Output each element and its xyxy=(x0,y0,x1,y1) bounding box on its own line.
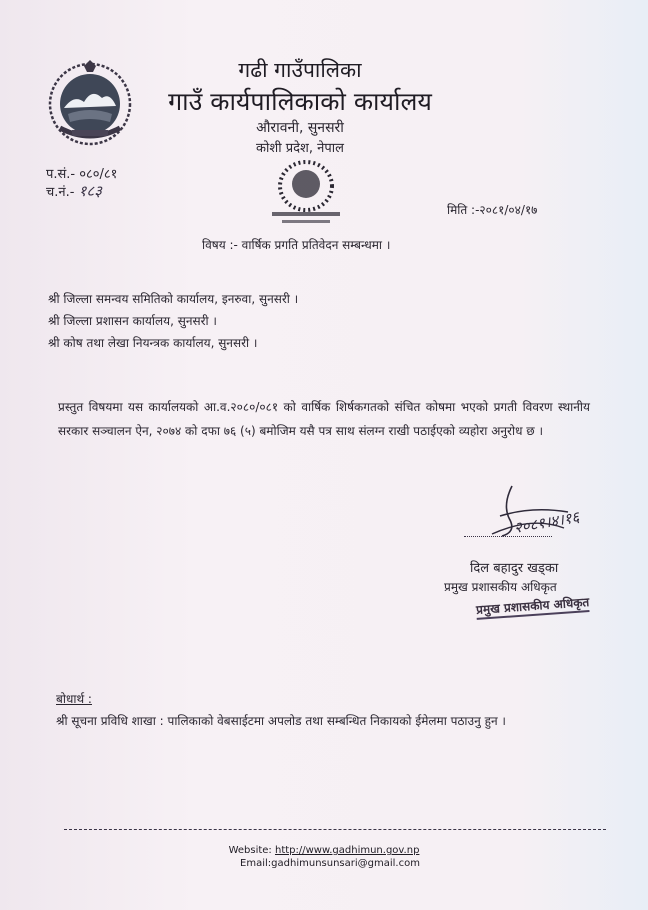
dispatch-number-value: १८३ xyxy=(78,182,102,200)
office-name: गाउँ कार्यपालिकाको कार्यालय xyxy=(168,87,432,116)
dispatch-number xyxy=(46,181,102,201)
reference-number: प.सं.- ०८०/८१ xyxy=(46,167,118,182)
office-stamp-icon xyxy=(258,150,354,230)
designation-stamp: प्रमुख प्रशासकीय अधिकृत xyxy=(475,593,589,620)
signature-line xyxy=(464,536,552,537)
cc-text: श्री सूचना प्रविधि शाखा : पालिकाको वेबसाईटमा अपलोड तथा सम्बन्धित निकायको ईमेलमा पठाउनु हुन । xyxy=(56,714,506,728)
letter-body: प्रस्तुत विषयमा यस कार्यालयको आ.व.२०८०/०८१ को वार्षिक शिर्षकगतको संचित कोषमा भएको प्रगती विवरण स्थानीय सरकार सञ्चालन ऐन, २०७४ को दफा ७६ (५) बमोजिम यसै पत्र साथ संलग्न राखी पठाईएको व्यहोरा अनुरोध छ । xyxy=(58,400,590,438)
municipality-name: गढी गाउँपालिका xyxy=(238,58,362,82)
footer-website xyxy=(0,845,648,856)
signer-name: दिल बहादुर खड्का xyxy=(470,561,559,576)
recipient-3: श्री कोष तथा लेखा नियन्त्रक कार्यालय, सुनसरी । xyxy=(48,336,258,350)
signature-date: २०८१।४।१६ xyxy=(512,507,581,538)
province-country: कोशी प्रदेश, नेपाल xyxy=(256,141,344,156)
website-link[interactable]: http://www.gadhimun.gov.np xyxy=(274,845,420,856)
email-label: Email: xyxy=(240,858,272,869)
website-label: Website: xyxy=(228,845,272,856)
dispatch-number-label: च.नं.- xyxy=(46,185,75,200)
recipient-2: श्री जिल्ला प्रशासन कार्यालय, सुनसरी । xyxy=(48,314,217,328)
office-location: औरावनी, सुनसरी xyxy=(256,120,344,136)
letter-subject: विषय :- वार्षिक प्रगति प्रतिवेदन सम्बन्धमा । xyxy=(202,238,391,252)
cc-heading: बोधार्थ : xyxy=(56,692,92,706)
email-address[interactable]: gadhimunsunsari@gmail.com xyxy=(271,858,420,869)
recipient-1: श्री जिल्ला समन्वय समितिको कार्यालय, इनरुवा, सुनसरी । xyxy=(48,292,299,306)
letter-date: मिति :-२०८१/०४/१७ xyxy=(447,203,538,217)
footer-email xyxy=(0,858,648,869)
footer-divider xyxy=(64,829,606,830)
signer-title: प्रमुख प्रशासकीय अधिकृत xyxy=(444,580,557,594)
